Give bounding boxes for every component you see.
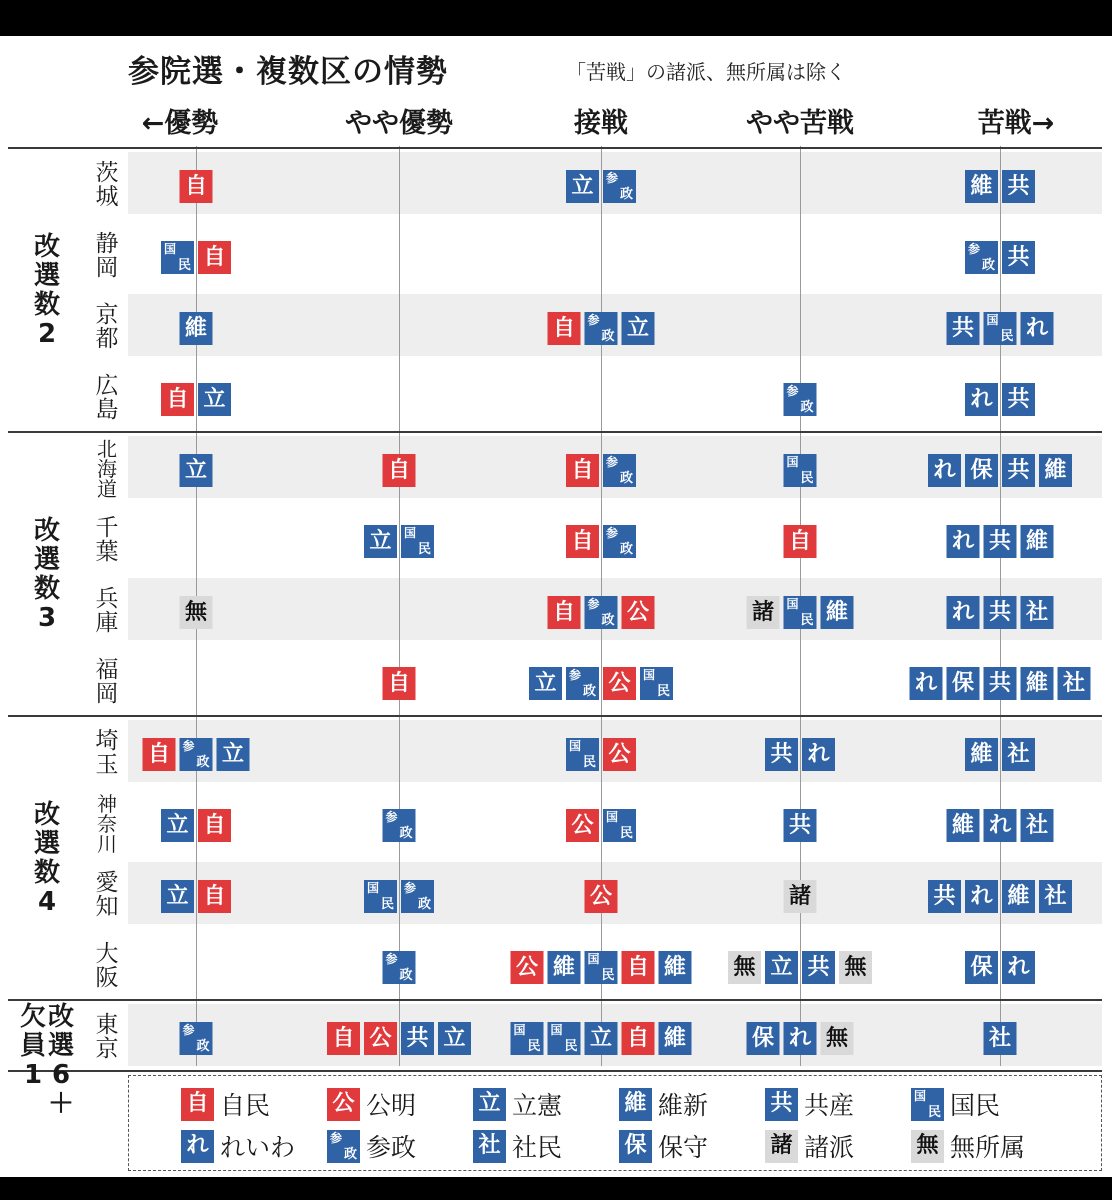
party-badge: 公 [603,667,636,700]
party-badge: 国 民 [161,241,194,274]
legend-item [619,1128,708,1164]
cell-party-group [965,170,1035,203]
cell-party-group [965,951,1035,984]
party-badge: 無 [180,596,213,629]
party-badge: 維 [821,596,854,629]
party-badge: 無 [728,951,761,984]
party-badge: 自 [566,525,599,558]
column-header: 苦戦→ [977,108,1055,139]
cell-party-group [747,1022,854,1055]
legend-label: 維新 [658,1091,709,1120]
party-badge: 維 [947,809,980,842]
party-badge: 参 政 [585,596,618,629]
party-badge: 維 [965,738,998,771]
cell-party-group [784,454,817,487]
legend-badge: 参 政 [327,1130,360,1163]
party-badge: れ [947,525,980,558]
party-badge: 保 [965,951,998,984]
party-badge: 共 [984,667,1017,700]
party-badge: 共 [1002,383,1035,416]
party-badge: 立 [198,383,231,416]
legend-label: 社民 [512,1133,563,1162]
party-badge: 国 民 [364,880,397,913]
cell-party-group [566,809,636,842]
party-badge: 立 [161,809,194,842]
party-badge: 参 政 [383,809,416,842]
legend-badge: 共 [765,1088,798,1121]
party-badge: 国 民 [640,667,673,700]
cell-party-group [383,951,416,984]
party-badge: 保 [965,454,998,487]
party-badge: 自 [622,1022,655,1055]
party-badge: れ [802,738,835,771]
party-badge: 維 [659,1022,692,1055]
party-badge: 立 [566,170,599,203]
legend-label: 無所属 [950,1133,1026,1162]
party-badge: 国 民 [401,525,434,558]
group-label: 改 選 数 4 [33,800,60,917]
legend-item [765,1128,854,1164]
cell-party-group [928,454,1072,487]
party-badge: 共 [765,738,798,771]
group-label-part: 欠 員 1 [19,1002,46,1090]
legend-item [327,1128,416,1164]
party-badge: 諸 [747,596,780,629]
party-badge: れ [784,1022,817,1055]
prefecture-label: 広 島 [95,372,119,423]
party-badge: 公 [566,809,599,842]
party-badge: 維 [1002,880,1035,913]
cell-party-group [327,1022,471,1055]
party-badge: 自 [548,312,581,345]
party-badge: れ [984,809,1017,842]
party-badge: 共 [1002,170,1035,203]
chart-title: 参院選・複数区の情勢 [128,54,448,90]
party-badge: れ [947,596,980,629]
column-header: 接戦 [574,108,628,139]
chart-note: 「苦戦」の諸派、無所属は除く [566,60,846,84]
party-badge: 社 [1039,880,1072,913]
party-badge: れ [1021,312,1054,345]
party-badge: 自 [383,667,416,700]
prefecture-label: 東 京 [95,1011,119,1062]
group-divider [8,431,1102,433]
legend-badge: 維 [619,1088,652,1121]
legend-badge: れ [181,1130,214,1163]
group-label: 改 選 数 2 [33,232,60,349]
cell-party-group [161,809,231,842]
party-badge: 参 政 [603,454,636,487]
party-badge: 公 [511,951,544,984]
prefecture-label: 静 岡 [95,230,119,281]
party-badge: 立 [765,951,798,984]
party-badge: 自 [161,383,194,416]
party-badge: 公 [585,880,618,913]
party-badge: 維 [1021,667,1054,700]
party-badge: 維 [659,951,692,984]
party-badge: 参 政 [603,170,636,203]
party-badge: 参 政 [784,383,817,416]
legend-badge: 社 [473,1130,506,1163]
cell-party-group [728,951,872,984]
party-badge: 社 [1058,667,1091,700]
legend-item [765,1086,854,1122]
party-badge: 諸 [784,880,817,913]
party-badge: 維 [1021,525,1054,558]
party-badge: 維 [180,312,213,345]
party-badge: 国 民 [784,596,817,629]
cell-party-group [511,1022,692,1055]
group-divider [8,715,1102,717]
row-separator [84,220,1102,221]
party-badge: 社 [1021,596,1054,629]
party-badge: 保 [747,1022,780,1055]
party-badge: 国 民 [548,1022,581,1055]
party-badge: 参 政 [965,241,998,274]
party-badge: 維 [965,170,998,203]
row-separator [84,1001,1102,1002]
cell-party-group [180,454,213,487]
cell-party-group [566,738,636,771]
column-guide-line [399,146,400,1066]
cell-party-group [180,312,213,345]
column-header: やや苦戦 [746,108,854,139]
party-badge: 共 [1002,454,1035,487]
party-badge: 維 [1039,454,1072,487]
party-badge: 共 [784,809,817,842]
legend-badge: 自 [181,1088,214,1121]
cell-party-group [548,596,655,629]
cell-party-group [947,525,1054,558]
cell-party-group [984,1022,1017,1055]
group-label-part: 改 選 6 ＋ [48,1002,75,1119]
prefecture-label: 愛 知 [95,869,119,920]
cell-party-group [928,880,1072,913]
cell-party-group [585,880,618,913]
cell-party-group [765,738,835,771]
party-badge: 立 [529,667,562,700]
row-separator [84,575,1102,576]
cell-party-group [947,809,1054,842]
legend-badge: 保 [619,1130,652,1163]
group-divider [8,999,1102,1001]
cell-party-group [784,383,817,416]
party-badge: れ [965,880,998,913]
legend-label: 公明 [366,1091,417,1120]
party-badge: 参 政 [401,880,434,913]
row-separator [84,646,1102,647]
legend [128,1075,1102,1171]
legend-label: 参政 [366,1133,417,1162]
legend-item [911,1128,1025,1164]
party-badge: れ [928,454,961,487]
party-badge: 共 [984,596,1017,629]
cell-party-group [747,596,854,629]
legend-item [473,1086,562,1122]
legend-badge: 立 [473,1088,506,1121]
cell-party-group [511,951,692,984]
party-badge: 無 [839,951,872,984]
cell-party-group [784,809,817,842]
legend-item [473,1128,562,1164]
party-badge: 自 [327,1022,360,1055]
party-badge: 共 [928,880,961,913]
party-badge: 保 [947,667,980,700]
legend-label: 保守 [658,1133,709,1162]
party-badge: 参 政 [180,1022,213,1055]
cell-party-group [965,383,1035,416]
party-badge: 公 [603,738,636,771]
cell-party-group [383,454,416,487]
legend-badge: 無 [911,1130,944,1163]
row-separator [84,930,1102,931]
party-badge: 国 民 [603,809,636,842]
cell-party-group [161,383,231,416]
party-badge: 国 民 [984,312,1017,345]
party-badge: 無 [821,1022,854,1055]
party-badge: 共 [984,525,1017,558]
legend-label: 共産 [804,1091,855,1120]
row-separator [84,291,1102,292]
cell-party-group [784,880,817,913]
cell-party-group [910,667,1091,700]
group-label: 改 選 数 3 [33,516,60,633]
prefecture-label: 北 海 道 [97,436,117,501]
party-badge: 自 [143,738,176,771]
party-badge: 自 [198,241,231,274]
party-badge: 立 [180,454,213,487]
party-badge: 参 政 [566,667,599,700]
party-badge: 自 [548,596,581,629]
party-badge: 立 [438,1022,471,1055]
party-badge: 維 [548,951,581,984]
prefecture-label: 千 葉 [95,514,119,565]
legend-item [181,1128,295,1164]
party-badge: 立 [622,312,655,345]
prefecture-label: 神 奈 川 [97,791,117,856]
legend-item [911,1086,1000,1122]
row-separator [84,717,1102,718]
cell-party-group [965,738,1035,771]
legend-label: れいわ [220,1133,296,1162]
cell-party-group [784,525,817,558]
party-badge: 国 民 [585,951,618,984]
party-badge: 参 政 [180,738,213,771]
party-badge: 立 [585,1022,618,1055]
cell-party-group [566,454,636,487]
prefecture-label: 埼 玉 [95,727,119,778]
cell-party-group [383,809,416,842]
party-badge: 国 民 [511,1022,544,1055]
party-badge: 共 [802,951,835,984]
cell-party-group [383,667,416,700]
group-divider [8,1070,1102,1072]
group-label [14,1003,80,1123]
party-badge: 参 政 [383,951,416,984]
row-separator [84,433,1102,434]
legend-label: 自民 [220,1091,271,1120]
party-badge: 共 [401,1022,434,1055]
party-badge: 国 民 [566,738,599,771]
prefecture-label: 兵 庫 [95,585,119,636]
cell-party-group [947,596,1054,629]
party-badge: 自 [622,951,655,984]
row-separator [84,859,1102,860]
legend-badge: 諸 [765,1130,798,1163]
party-badge: れ [1002,951,1035,984]
cell-party-group [947,312,1054,345]
cell-party-group [529,667,673,700]
group-divider [8,147,1102,149]
row-separator [84,362,1102,363]
party-badge: 社 [1021,809,1054,842]
cell-party-group [566,170,636,203]
row-separator [84,788,1102,789]
prefecture-label: 京 都 [95,301,119,352]
party-badge: 参 政 [585,312,618,345]
party-badge: 公 [364,1022,397,1055]
legend-item [327,1086,416,1122]
cell-party-group [161,880,231,913]
party-badge: 社 [984,1022,1017,1055]
legend-item [181,1086,270,1122]
legend-label: 国民 [950,1091,1001,1120]
party-badge: 公 [622,596,655,629]
legend-label: 諸派 [804,1133,855,1162]
party-badge: 自 [198,809,231,842]
legend-badge: 公 [327,1088,360,1121]
party-badge: 自 [198,880,231,913]
party-badge: 共 [1002,241,1035,274]
party-badge: 立 [217,738,250,771]
cell-party-group [364,880,434,913]
column-header: やや優勢 [345,108,453,139]
party-badge: 自 [784,525,817,558]
party-badge: 自 [566,454,599,487]
row-separator [84,504,1102,505]
cell-party-group [180,596,213,629]
legend-item [619,1086,708,1122]
party-badge: 国 民 [784,454,817,487]
cell-party-group [143,738,250,771]
cell-party-group [965,241,1035,274]
legend-label: 立憲 [512,1091,563,1120]
party-badge: 立 [161,880,194,913]
cell-party-group [566,525,636,558]
party-badge: れ [910,667,943,700]
party-badge: れ [965,383,998,416]
party-badge: 社 [1002,738,1035,771]
cell-party-group [364,525,434,558]
column-header: ←優勢 [141,108,219,139]
legend-badge: 国 民 [911,1088,944,1121]
party-badge: 自 [180,170,213,203]
prefecture-label: 福 岡 [95,656,119,707]
cell-party-group [180,1022,213,1055]
party-badge: 参 政 [603,525,636,558]
cell-party-group [180,170,213,203]
party-badge: 共 [947,312,980,345]
prefecture-label: 大 阪 [95,940,119,991]
party-badge: 立 [364,525,397,558]
prefecture-label: 茨 城 [95,159,119,210]
cell-party-group [548,312,655,345]
cell-party-group [161,241,231,274]
party-badge: 自 [383,454,416,487]
